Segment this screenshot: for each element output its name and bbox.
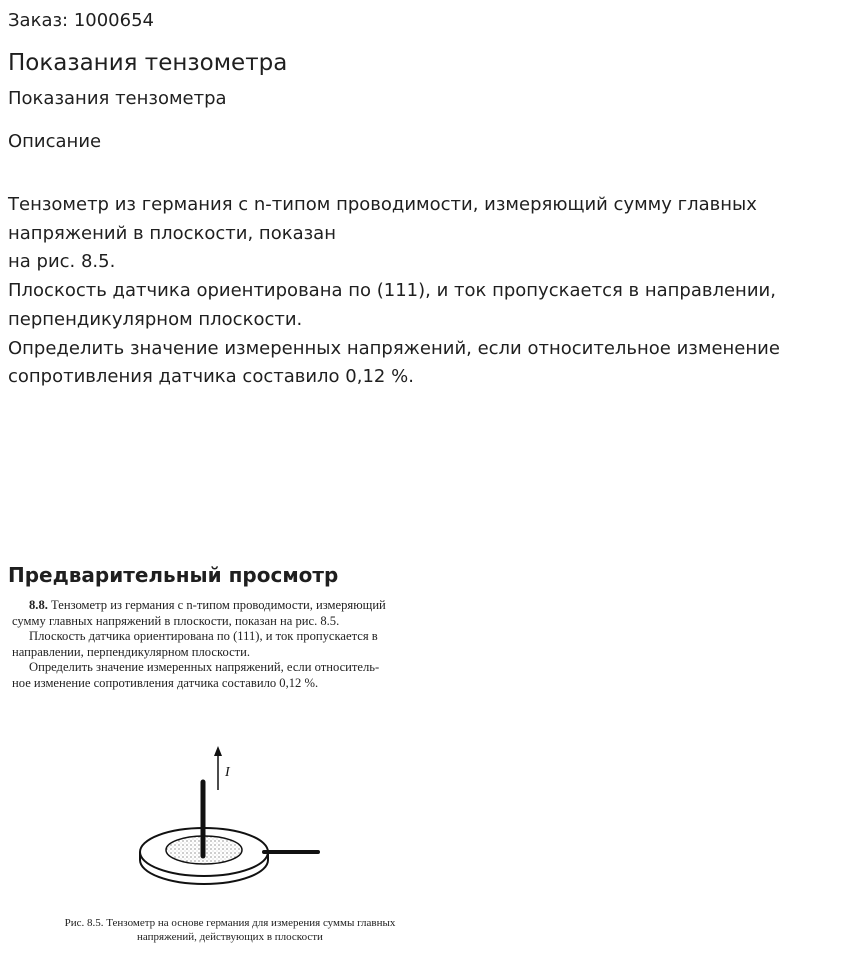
caption-line: Рис. 8.5. Тензометр на основе германия для измерения суммы главных — [64, 917, 396, 929]
description-line: на рис. 8.5. — [8, 251, 116, 273]
description-line: перпендикулярном плоскости. — [8, 308, 303, 330]
preview-line: ное изменение сопротивления датчика составило 0,12 %. — [12, 675, 319, 690]
description-line: напряжений в плоскости, показан — [8, 222, 336, 244]
page-title: Показания тензометра — [8, 50, 288, 76]
figure-caption — [40, 916, 420, 944]
description-line: Тензометр из германия с n-типом проводимости, измеряющий сумму главных — [8, 194, 757, 215]
preview-line — [12, 598, 458, 614]
current-label: I — [225, 765, 230, 780]
description-heading: Описание — [8, 131, 102, 152]
description-line: сопротивления датчика составило 0,12 %. — [8, 366, 414, 388]
preview-line: сумму главных напряжений в плоскости, показан на рис. 8.5. — [12, 613, 340, 628]
preview-heading: Предварительный просмотр — [8, 563, 339, 587]
arrow-head — [214, 746, 222, 756]
strain-gauge-figure — [130, 740, 330, 900]
preview-line-text: Тензометр из германия с n-типом проводимости, измеряющий — [47, 598, 386, 612]
preview-problem-text — [12, 598, 458, 691]
preview-line: Определить значение измеренных напряжений, если относитель- — [29, 660, 380, 674]
preview-line: Плоскость датчика ориентирована по (111), и ток пропускается в — [29, 629, 378, 643]
problem-number: 8.8. — [29, 598, 48, 612]
order-number: Заказ: 1000654 — [8, 10, 154, 31]
description-line: Плоскость датчика ориентирована по (111), и ток пропускается в направлении, — [8, 280, 776, 302]
preview-line: направлении, перпендикулярном плоскости. — [12, 644, 251, 659]
preview-image — [0, 592, 470, 952]
description-line: Определить значение измеренных напряжений, если относительное изменение — [8, 337, 780, 359]
page-subtitle: Показания тензометра — [8, 88, 227, 109]
caption-line: напряжений, действующих в плоскости — [137, 931, 323, 943]
description-body — [8, 191, 838, 392]
